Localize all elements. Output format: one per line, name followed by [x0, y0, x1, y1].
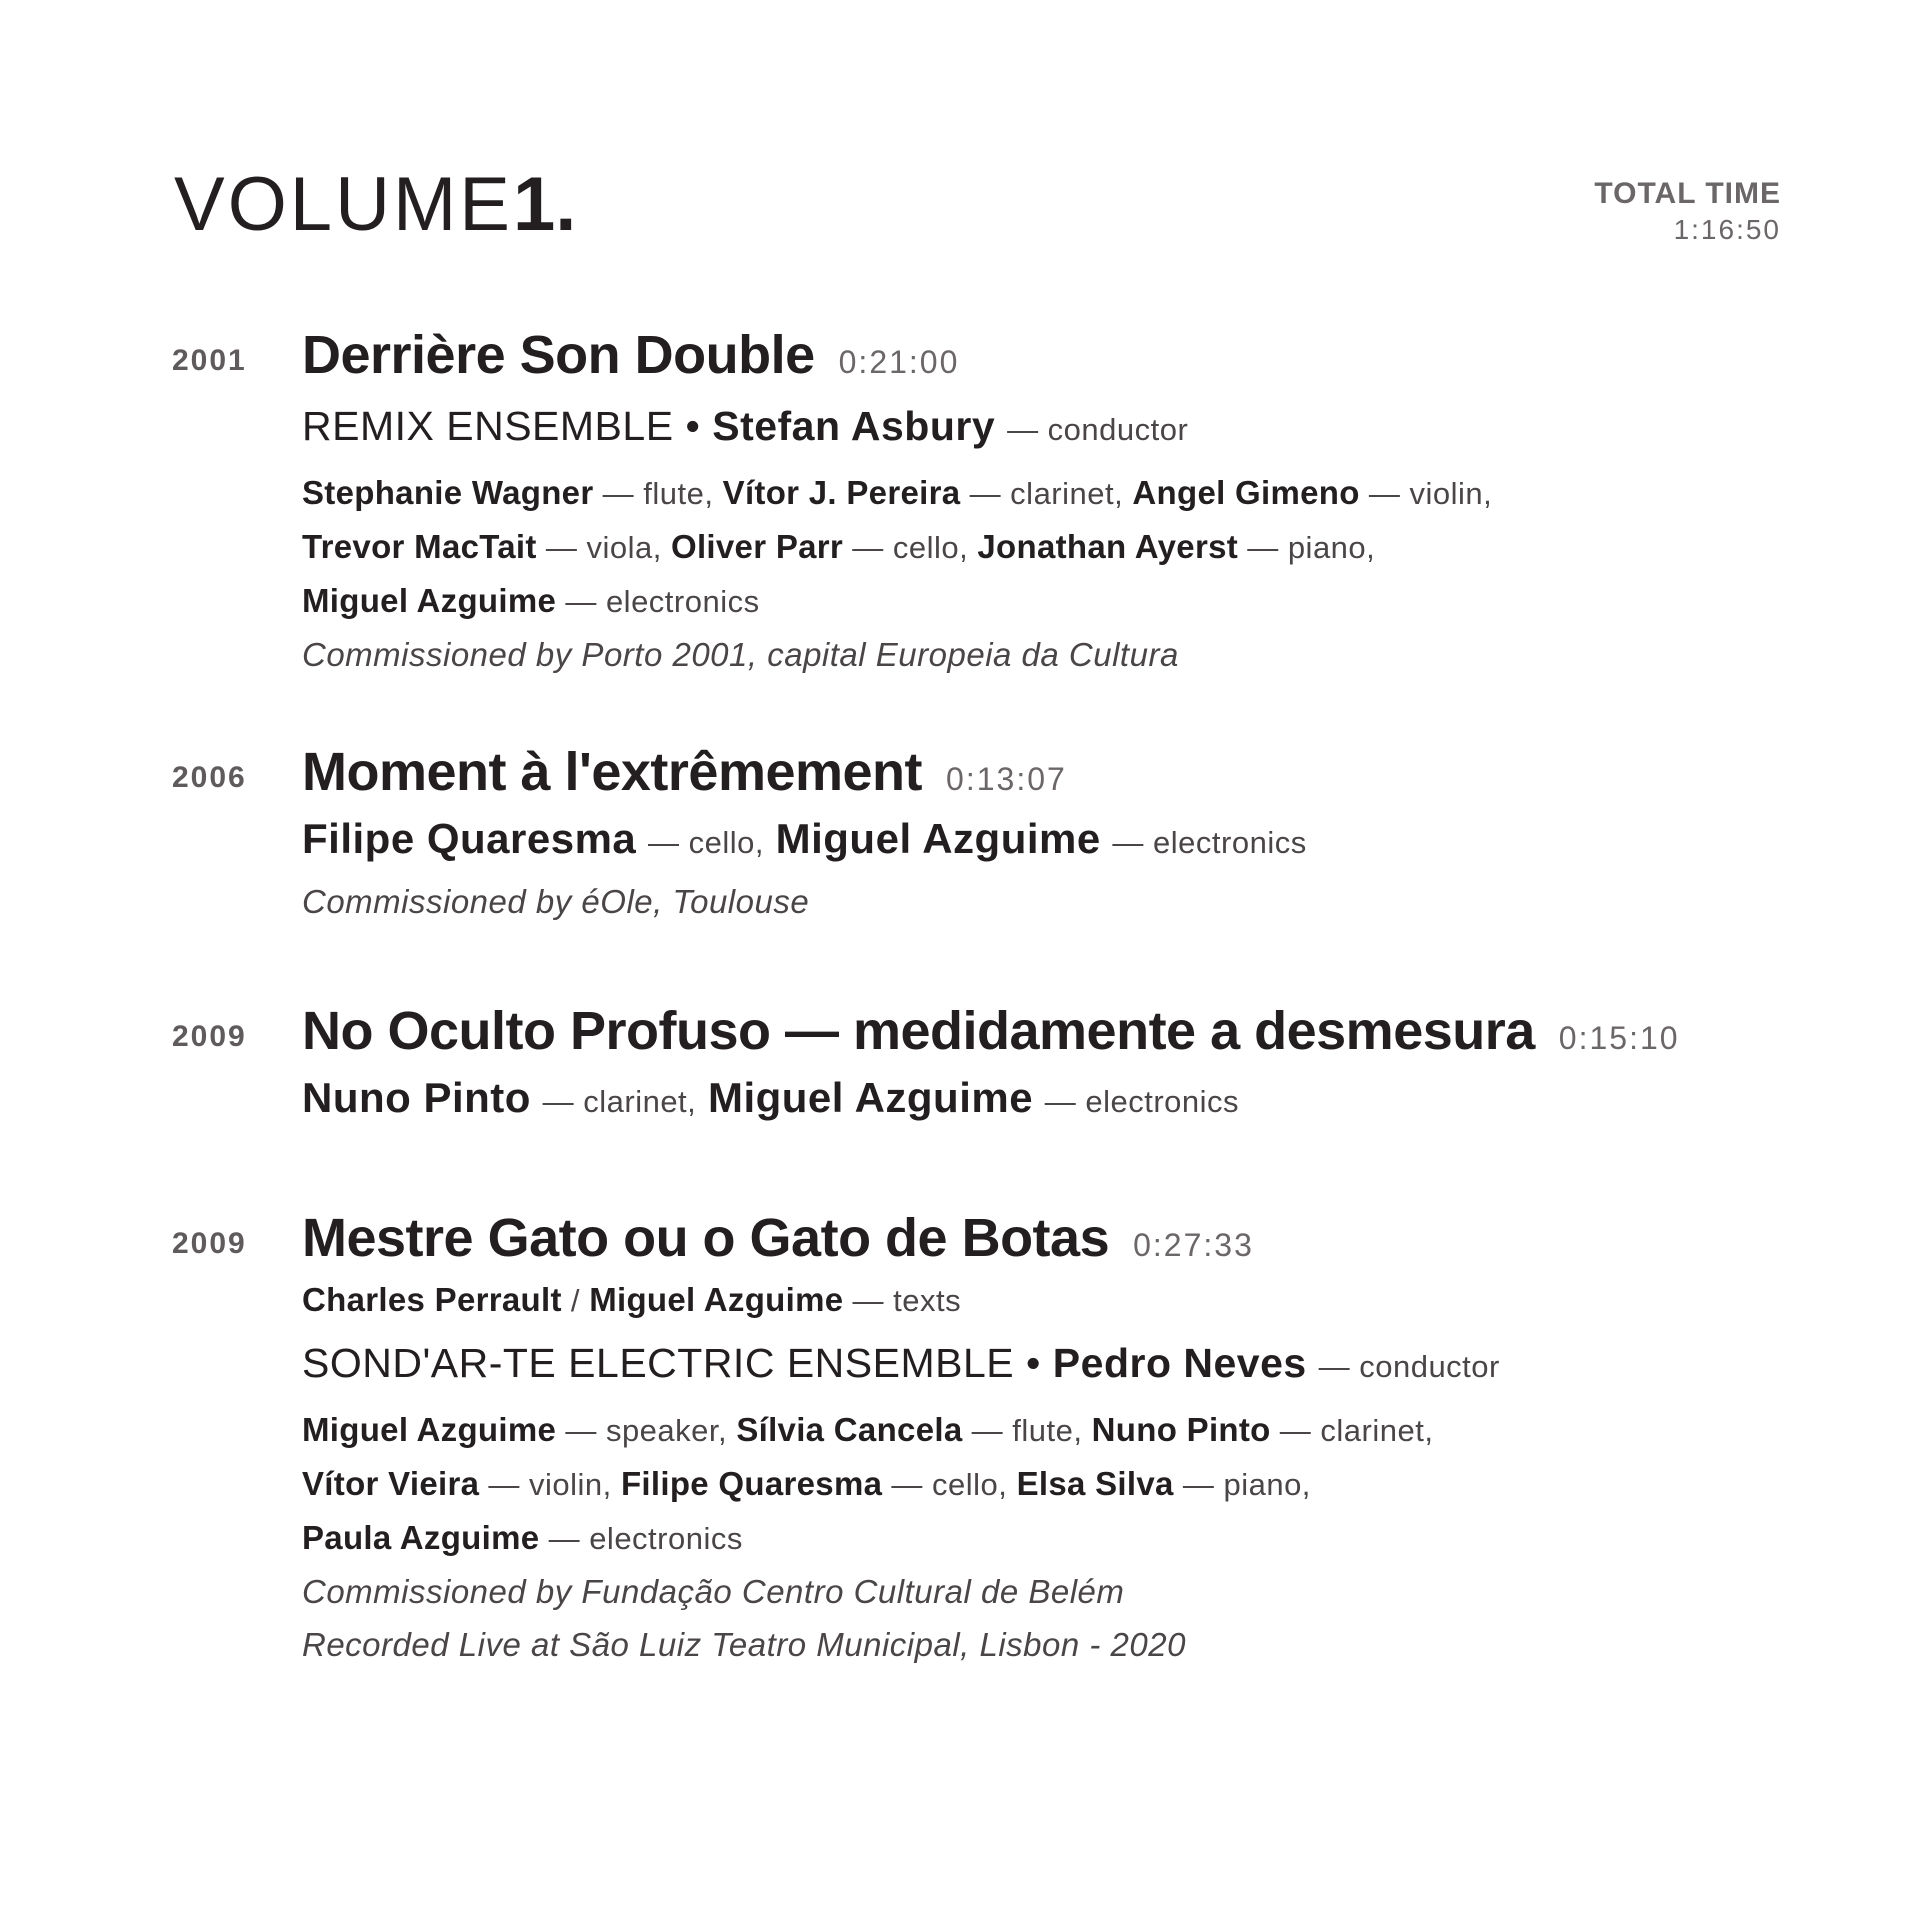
performer-role: — cello, [891, 1467, 1008, 1502]
track-body [302, 996, 1809, 1134]
conductor-name: Stefan Asbury [712, 403, 996, 449]
conductor-role: — conductor [1318, 1349, 1500, 1384]
track-duration: 0:15:10 [1558, 1020, 1680, 1056]
performer-role: — violin, [488, 1467, 612, 1502]
performer-line [302, 1403, 1809, 1457]
performer-name: Vítor J. Pereira [722, 474, 961, 511]
track-title-line [302, 320, 1809, 390]
performer-line [302, 466, 1809, 520]
performer-name: Vítor Vieira [302, 1465, 480, 1502]
track-body [302, 1203, 1809, 1671]
performer-role: — piano, [1247, 530, 1376, 565]
performer-name: Sílvia Cancela [736, 1411, 963, 1448]
performer-role: — electronics [1112, 825, 1307, 860]
performer-name: Miguel Azguime [707, 1074, 1034, 1121]
performer-name: Jonathan Ayerst [977, 528, 1239, 565]
track-year: 2009 [172, 1020, 247, 1053]
commission-note: Commissioned by éOle, Toulouse [302, 883, 810, 920]
volume-label: VOLUME [174, 162, 513, 247]
track-duration: 0:27:33 [1133, 1227, 1254, 1263]
conductor-name: Pedro Neves [1052, 1340, 1307, 1386]
performer-line [302, 1511, 1809, 1565]
separator-dot: • [685, 403, 701, 449]
text-author: Miguel Azguime [589, 1281, 844, 1318]
commission-note: Commissioned by Fundação Centro Cultural de Belém [302, 1573, 1125, 1610]
track-duration: 0:21:00 [838, 344, 960, 380]
performer-name: Stephanie Wagner [302, 474, 594, 511]
performer-name: Miguel Azguime [302, 582, 557, 619]
performer-name: Miguel Azguime [775, 815, 1101, 862]
performer-name: Nuno Pinto [1091, 1411, 1271, 1448]
ensemble-name: SOND'AR-TE ELECTRIC ENSEMBLE [302, 1340, 1015, 1386]
performer-role: — electronics [565, 584, 760, 619]
track-title: Mestre Gato ou o Gato de Botas [302, 1208, 1110, 1268]
track-title: Moment à l'extrêmement [302, 742, 923, 802]
performer-role: — electronics [548, 1521, 743, 1556]
ensemble-name: REMIX ENSEMBLE [302, 403, 674, 449]
track-body [302, 320, 1809, 681]
ensemble-line [302, 390, 1809, 466]
conductor-role: — conductor [1007, 412, 1189, 447]
performer-name: Miguel Azguime [302, 1411, 557, 1448]
performer-role: — violin, [1368, 476, 1493, 511]
performer-line [302, 574, 1809, 628]
total-time-label: TOTAL TIME [1594, 177, 1781, 210]
author-separator: / [570, 1283, 581, 1318]
performer-role: — flute, [602, 476, 714, 511]
total-time [1594, 176, 1781, 248]
performer-name: Nuno Pinto [302, 1074, 531, 1121]
performer-line [302, 1066, 1809, 1134]
track-year: 2009 [172, 1227, 247, 1260]
recording-note: Recorded Live at São Luiz Teatro Municipal, Lisbon - 2020 [302, 1626, 1186, 1663]
performer-name: Elsa Silva [1016, 1465, 1174, 1502]
track-title-line [302, 1203, 1809, 1273]
track-duration: 0:13:07 [946, 761, 1067, 797]
text-author: Charles Perrault [302, 1281, 562, 1318]
performer-line [302, 520, 1809, 574]
performer-role: — clarinet, [1279, 1413, 1434, 1448]
track-body [302, 737, 1809, 928]
texts-role: — texts [852, 1283, 962, 1318]
separator-dot: • [1026, 1340, 1041, 1386]
performer-role: — speaker, [565, 1413, 728, 1448]
performer-role: — piano, [1182, 1467, 1311, 1502]
performer-name: Angel Gimeno [1132, 474, 1360, 511]
performer-role: — cello, [852, 530, 969, 565]
performer-line [302, 1457, 1809, 1511]
performer-name: Filipe Quaresma [302, 815, 637, 862]
performer-role: — viola, [545, 530, 662, 565]
track-year: 2006 [172, 761, 247, 794]
performer-role: — electronics [1044, 1084, 1240, 1119]
volume-number: 1. [512, 162, 577, 247]
ensemble-line [302, 1327, 1809, 1403]
track-title: No Oculto Profuso — medidamente a desmesura [302, 1001, 1535, 1061]
performer-line [302, 807, 1809, 875]
volume-title [174, 160, 576, 250]
performer-name: Filipe Quaresma [620, 1465, 883, 1502]
performer-role: — flute, [971, 1413, 1083, 1448]
performer-name: Paula Azguime [302, 1519, 540, 1556]
performer-name: Oliver Parr [671, 528, 844, 565]
track-year: 2001 [172, 344, 247, 377]
track-title: Derrière Son Double [302, 325, 815, 385]
performer-role: — clarinet, [969, 476, 1124, 511]
total-time-value: 1:16:50 [1673, 214, 1781, 245]
track-title-line [302, 996, 1809, 1066]
performer-role: — cello, [647, 825, 764, 860]
performer-role: — clarinet, [542, 1084, 697, 1119]
texts-line [302, 1273, 1809, 1327]
performer-name: Trevor MacTait [302, 528, 537, 565]
track-title-line [302, 737, 1809, 807]
commission-note: Commissioned by Porto 2001, capital Europeia da Cultura [302, 636, 1179, 673]
